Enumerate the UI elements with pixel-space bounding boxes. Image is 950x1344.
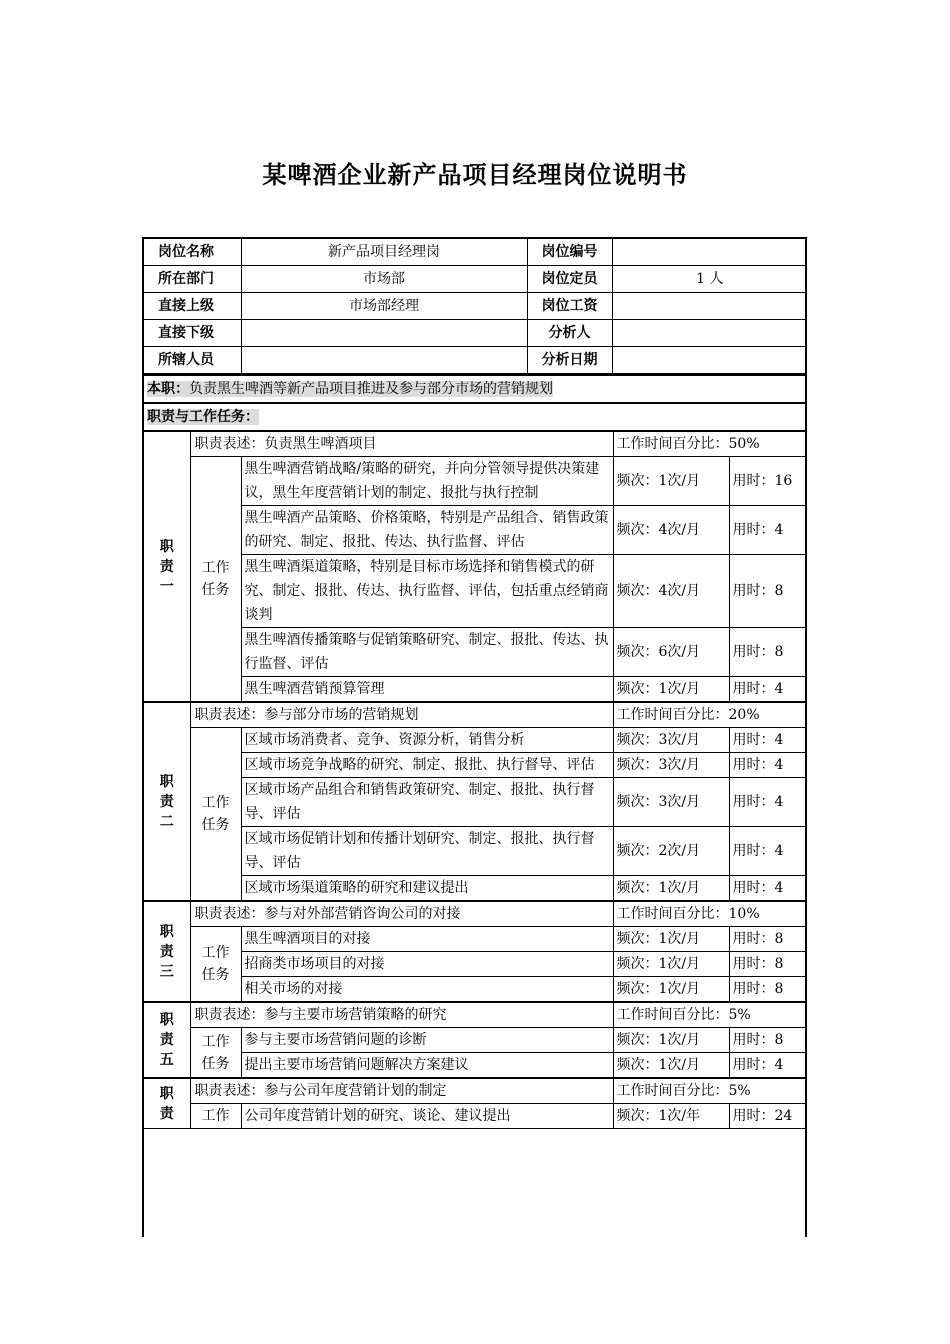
task-text: 黑生啤酒营销战略/策略的研究，并向分管领导提供决策建议，黑生年度营销计划的制定、报批与执行控制	[241, 457, 613, 506]
duty-name	[144, 1078, 190, 1129]
task-label-text: 工作任务	[201, 945, 230, 983]
task-frequency: 频次：2次/月	[613, 827, 729, 876]
task-text: 黑生啤酒渠道策略，特别是目标市场选择和销售模式的研究、制定、报批、传达、执行监督、评估，包括重点经销商谈判	[241, 555, 613, 628]
task-time: 用时：8	[729, 927, 807, 952]
task-time: 用时：24	[729, 1104, 807, 1129]
duty-name-text: 职责	[159, 1085, 174, 1122]
task-frequency: 频次：1次/年	[613, 1104, 729, 1129]
task-time: 用时：4	[729, 1053, 807, 1079]
task-time: 用时：4	[729, 876, 807, 902]
duty-table	[144, 374, 807, 1129]
task-time: 用时：8	[729, 977, 807, 1003]
job-description-table-frame	[142, 237, 807, 1237]
task-row	[144, 728, 807, 753]
task-time: 用时：8	[729, 952, 807, 977]
main-duty-row	[144, 375, 807, 403]
task-text: 黑生啤酒营销预算管理	[241, 677, 613, 703]
task-row	[144, 1053, 807, 1079]
task-row	[144, 927, 807, 952]
duty-name	[144, 431, 190, 702]
duty-summary: 职责表述：参与主要市场营销策略的研究	[190, 1002, 613, 1028]
field-label: 直接上级	[144, 293, 241, 320]
task-label	[190, 457, 241, 703]
task-row	[144, 506, 807, 555]
task-frequency: 频次：4次/月	[613, 555, 729, 628]
task-row	[144, 1028, 807, 1053]
field-value	[612, 347, 807, 374]
duty-summary: 职责表述：参与部分市场的营销规划	[190, 702, 613, 728]
duty-name	[144, 702, 190, 901]
task-time: 用时：8	[729, 555, 807, 628]
header-row	[144, 266, 807, 293]
page-title: 某啤酒企业新产品项目经理岗位说明书	[262, 161, 688, 189]
duty-summary: 职责表述：负责黑生啤酒项目	[190, 431, 613, 457]
duty-name-text: 职责五	[159, 1012, 174, 1068]
task-text: 区域市场产品组合和销售政策研究、制定、报批、执行督导、评估	[241, 778, 613, 827]
task-frequency: 频次：1次/月	[613, 1028, 729, 1053]
field-value	[612, 293, 807, 320]
task-time: 用时：4	[729, 753, 807, 778]
task-row	[144, 555, 807, 628]
task-label	[190, 927, 241, 1003]
duty-percent: 工作时间百分比：50%	[613, 431, 807, 457]
field-label: 所辖人员	[144, 347, 241, 374]
task-time: 用时：8	[729, 1028, 807, 1053]
task-frequency: 频次：4次/月	[613, 506, 729, 555]
task-frequency: 频次：1次/月	[613, 876, 729, 902]
task-time: 用时：4	[729, 728, 807, 753]
duties-heading: 职责与工作任务：	[147, 409, 259, 425]
main-duty-cell	[144, 375, 807, 403]
task-frequency: 频次：3次/月	[613, 778, 729, 827]
task-row	[144, 977, 807, 1003]
field-value	[612, 239, 807, 266]
duty-name	[144, 1002, 190, 1078]
task-frequency: 频次：1次/月	[613, 1053, 729, 1079]
duty-summary-row	[144, 431, 807, 457]
duty-summary-row	[144, 1078, 807, 1104]
task-row	[144, 952, 807, 977]
task-text: 相关市场的对接	[241, 977, 613, 1003]
task-label	[190, 1028, 241, 1079]
task-row	[144, 1104, 807, 1129]
task-frequency: 频次：1次/月	[613, 927, 729, 952]
task-text: 区域市场渠道策略的研究和建议提出	[241, 876, 613, 902]
header-row	[144, 347, 807, 374]
duty-name	[144, 901, 190, 1002]
task-text: 区域市场促销计划和传播计划研究、制定、报批、执行督导、评估	[241, 827, 613, 876]
task-time: 用时：4	[729, 677, 807, 703]
field-label: 分析日期	[527, 347, 612, 374]
duty-summary-row	[144, 1002, 807, 1028]
field-label: 岗位名称	[144, 239, 241, 266]
field-label: 分析人	[527, 320, 612, 347]
task-text: 黑生啤酒项目的对接	[241, 927, 613, 952]
task-frequency: 频次：1次/月	[613, 977, 729, 1003]
task-frequency: 频次：1次/月	[613, 952, 729, 977]
header-row	[144, 320, 807, 347]
field-label: 直接下级	[144, 320, 241, 347]
task-text: 区域市场消费者、竞争、资源分析，销售分析	[241, 728, 613, 753]
field-label: 岗位工资	[527, 293, 612, 320]
field-label: 所在部门	[144, 266, 241, 293]
task-row	[144, 753, 807, 778]
duty-percent: 工作时间百分比：5%	[613, 1002, 807, 1028]
task-row	[144, 778, 807, 827]
task-text: 公司年度营销计划的研究、谈论、建议提出	[241, 1104, 613, 1129]
main-duty-text: 负责黑生啤酒等新产品项目推进及参与部分市场的营销规划	[189, 381, 553, 397]
task-text: 招商类市场项目的对接	[241, 952, 613, 977]
field-value	[612, 320, 807, 347]
duty-percent: 工作时间百分比：20%	[613, 702, 807, 728]
task-row	[144, 827, 807, 876]
field-label: 岗位编号	[527, 239, 612, 266]
duties-heading-row	[144, 403, 807, 431]
task-time: 用时：4	[729, 506, 807, 555]
duty-percent: 工作时间百分比：10%	[613, 901, 807, 927]
field-value: 1 人	[612, 266, 807, 293]
task-row	[144, 628, 807, 677]
field-value	[241, 320, 527, 347]
task-label-text: 工作任务	[201, 560, 230, 598]
task-text: 黑生啤酒产品策略、价格策略，特别是产品组合、销售政策的研究、制定、报批、传达、执行监督、评估	[241, 506, 613, 555]
task-label-text: 工作	[201, 1108, 230, 1124]
duty-summary-row	[144, 901, 807, 927]
task-frequency: 频次：1次/月	[613, 677, 729, 703]
header-row	[144, 239, 807, 266]
task-frequency: 频次：1次/月	[613, 457, 729, 506]
field-value: 市场部	[241, 266, 527, 293]
duty-summary-row	[144, 702, 807, 728]
field-value: 新产品项目经理岗	[241, 239, 527, 266]
header-row	[144, 293, 807, 320]
task-frequency: 频次：6次/月	[613, 628, 729, 677]
field-value: 市场部经理	[241, 293, 527, 320]
task-text: 提出主要市场营销问题解决方案建议	[241, 1053, 613, 1079]
task-time: 用时：8	[729, 628, 807, 677]
task-text: 参与主要市场营销问题的诊断	[241, 1028, 613, 1053]
duties-heading-cell	[144, 403, 807, 431]
task-label	[190, 728, 241, 902]
duty-percent: 工作时间百分比：5%	[613, 1078, 807, 1104]
duty-name-text: 职责三	[159, 923, 174, 980]
task-time: 用时：16	[729, 457, 807, 506]
duty-summary: 职责表述：参与对外部营销咨询公司的对接	[190, 901, 613, 927]
field-value	[241, 347, 527, 374]
task-text: 黑生啤酒传播策略与促销策略研究、制定、报批、传达、执行监督、评估	[241, 628, 613, 677]
task-time: 用时：4	[729, 827, 807, 876]
field-label: 岗位定员	[527, 266, 612, 293]
duty-name-text: 职责二	[159, 773, 174, 830]
task-label-text: 工作任务	[201, 795, 230, 833]
task-row	[144, 876, 807, 902]
task-row	[144, 677, 807, 703]
task-time: 用时：4	[729, 778, 807, 827]
duty-summary: 职责表述：参与公司年度营销计划的制定	[190, 1078, 613, 1104]
duty-name-text: 职责一	[159, 538, 174, 595]
task-frequency: 频次：3次/月	[613, 728, 729, 753]
task-label-text: 工作任务	[201, 1033, 230, 1072]
header-table	[144, 239, 807, 374]
main-duty-label: 本职：	[147, 381, 189, 397]
task-label	[190, 1104, 241, 1129]
task-text: 区域市场竞争战略的研究、制定、报批、执行督导、评估	[241, 753, 613, 778]
task-row	[144, 457, 807, 506]
task-frequency: 频次：3次/月	[613, 753, 729, 778]
